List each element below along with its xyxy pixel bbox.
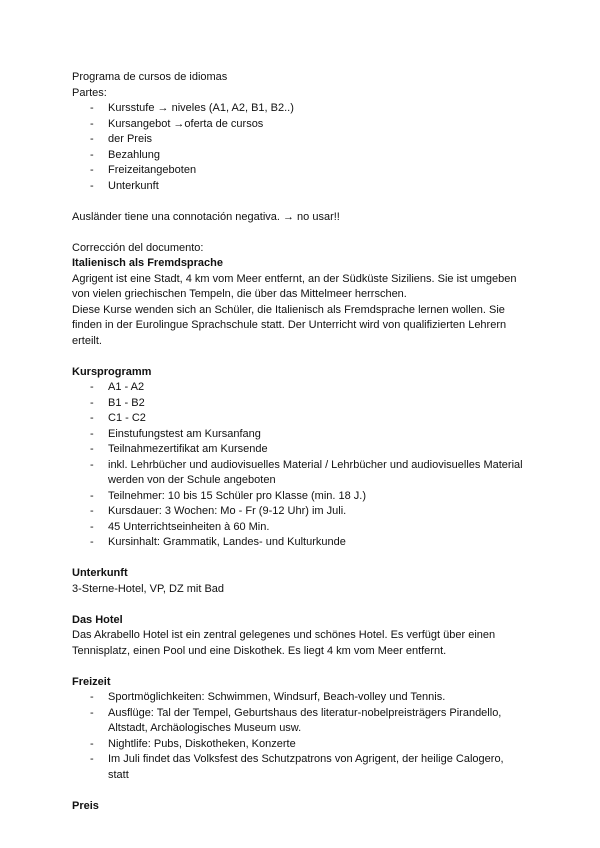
list-item-text: Unterkunft bbox=[108, 179, 159, 192]
text-line: von vielen griechischen Tempeln, die über das Mittelmeer herrschen. bbox=[72, 288, 407, 300]
list-item-text: Kursinhalt: Grammatik, Landes- und Kulturkunde bbox=[108, 536, 346, 548]
list-item bbox=[72, 163, 542, 179]
text-line: Das Akrabello Hotel ist ein zentral gelegenes und schönes Hotel. Es verfügt über einen bbox=[72, 629, 496, 641]
section-heading-unterkunft: Unterkunft bbox=[72, 567, 128, 579]
list-item-text: Altstadt, Archäologisches Museum usw. bbox=[108, 722, 302, 734]
bullet-dash: - bbox=[90, 458, 94, 471]
list-item bbox=[72, 117, 542, 133]
list-item-text: A1 - A2 bbox=[108, 381, 145, 393]
section-heading-freizeit: Freizeit bbox=[72, 675, 111, 688]
list-item-text: 45 Unterrichtseinheiten à 60 Min. bbox=[108, 520, 270, 533]
list-item bbox=[72, 489, 542, 505]
bullet-dash: - bbox=[90, 691, 94, 703]
list-item bbox=[72, 411, 542, 427]
italienisch-paragraph bbox=[72, 272, 542, 350]
list-item bbox=[72, 458, 542, 489]
section-heading-preis: Preis bbox=[72, 799, 99, 812]
bullet-dash: - bbox=[90, 412, 94, 424]
text-line: erteilt. bbox=[72, 334, 102, 347]
bullet-dash: - bbox=[90, 133, 94, 145]
section-heading-kursprogramm: Kursprogramm bbox=[72, 365, 152, 378]
hotel-paragraph bbox=[72, 628, 542, 659]
bullet-dash: - bbox=[90, 737, 94, 750]
list-item-text: Einstufungstest am Kursanfang bbox=[108, 427, 261, 440]
list-item bbox=[72, 520, 542, 536]
list-item-text: Kursstufe → niveles (A1, A2, B1, B2..) bbox=[108, 102, 294, 114]
bullet-dash: - bbox=[90, 381, 94, 393]
list-item-text: C1 - C2 bbox=[108, 412, 146, 424]
list-item-text: Ausflüge: Tal der Tempel, Geburtshaus des literatur-nobelpreisträgers Pirandello, bbox=[108, 706, 502, 719]
list-item bbox=[72, 504, 542, 520]
list-item-text: Im Juli findet das Volksfest des Schutzpatrons von Agrigent, der heilige Calogero, bbox=[108, 753, 504, 765]
parts-label: Partes: bbox=[72, 86, 107, 99]
bullet-dash: - bbox=[90, 753, 94, 765]
list-item-text: werden von der Schule angeboten bbox=[108, 474, 276, 486]
list-item-text: Freizeitangeboten bbox=[108, 164, 197, 176]
correction-label: Corrección del documento: bbox=[72, 241, 204, 254]
section-heading-hotel: Das Hotel bbox=[72, 613, 123, 626]
section-heading-italienisch: Italienisch als Fremdsprache bbox=[72, 257, 224, 269]
bullet-dash: - bbox=[90, 164, 94, 176]
bullet-dash: - bbox=[90, 148, 94, 161]
doc-title: Programa de cursos de idiomas bbox=[72, 71, 228, 83]
list-item-text: Nightlife: Pubs, Diskotheken, Konzerte bbox=[108, 737, 296, 750]
bullet-dash: - bbox=[90, 489, 94, 502]
note: Ausländer tiene una connotación negativa. → no usar!! bbox=[72, 210, 340, 223]
list-item-text: Teilnehmer: 10 bis 15 Schüler pro Klasse (min. 18 J.) bbox=[108, 489, 367, 502]
list-item bbox=[72, 706, 542, 737]
text-line: Diese Kurse wenden sich an Schüler, die Italienisch als Fremdsprache lernen wollen. Sie bbox=[72, 303, 505, 316]
bullet-dash: - bbox=[90, 520, 94, 533]
kursprogramm-list bbox=[72, 380, 542, 551]
bullet-dash: - bbox=[90, 505, 94, 517]
text-line: Tennisplatz, einen Pool und eine Diskothek. Es liegt 4 km vom Meer entfernt. bbox=[72, 644, 447, 657]
list-item-text: Teilnahmezertifikat am Kursende bbox=[108, 443, 268, 455]
list-item bbox=[72, 442, 542, 458]
list-item bbox=[72, 690, 542, 706]
freizeit-list bbox=[72, 690, 542, 783]
list-item bbox=[72, 179, 542, 195]
bullet-dash: - bbox=[90, 179, 94, 192]
list-item bbox=[72, 396, 542, 412]
list-item bbox=[72, 737, 542, 753]
list-item-text: Bezahlung bbox=[108, 148, 160, 161]
document-page bbox=[72, 70, 542, 814]
bullet-dash: - bbox=[90, 117, 94, 130]
text-line: finden in der Eurolingue Sprachschule statt. Der Unterricht wird von qualifizierten Lehrern bbox=[72, 319, 507, 331]
bullet-dash: - bbox=[90, 396, 94, 409]
list-item-text: inkl. Lehrbücher und audiovisuelles Material / Lehrbücher und audiovisuelles Material bbox=[108, 458, 523, 471]
list-item-text: Kursangebot →oferta de cursos bbox=[108, 117, 264, 130]
list-item-text: statt bbox=[108, 768, 129, 781]
parts-list bbox=[72, 101, 542, 194]
text-line: 3-Sterne-Hotel, VP, DZ mit Bad bbox=[72, 582, 225, 595]
list-item bbox=[72, 380, 542, 396]
list-item-text: der Preis bbox=[108, 133, 153, 145]
bullet-dash: - bbox=[90, 102, 94, 114]
bullet-dash: - bbox=[90, 536, 94, 548]
list-item bbox=[72, 148, 542, 164]
list-item bbox=[72, 752, 542, 783]
bullet-dash: - bbox=[90, 706, 94, 719]
bullet-dash: - bbox=[90, 443, 94, 455]
list-item bbox=[72, 427, 542, 443]
list-item-text: Kursdauer: 3 Wochen: Mo - Fr (9-12 Uhr) im Juli. bbox=[108, 505, 347, 517]
list-item-text: B1 - B2 bbox=[108, 396, 145, 409]
unterkunft-paragraph bbox=[72, 582, 542, 598]
list-item bbox=[72, 101, 542, 117]
bullet-dash: - bbox=[90, 427, 94, 440]
text-line: Agrigent ist eine Stadt, 4 km vom Meer entfernt, an der Südküste Siziliens. Sie ist umgeben bbox=[72, 272, 517, 285]
list-item bbox=[72, 535, 542, 551]
list-item bbox=[72, 132, 542, 148]
list-item-text: Sportmöglichkeiten: Schwimmen, Windsurf, Beach-volley und Tennis. bbox=[108, 691, 446, 703]
